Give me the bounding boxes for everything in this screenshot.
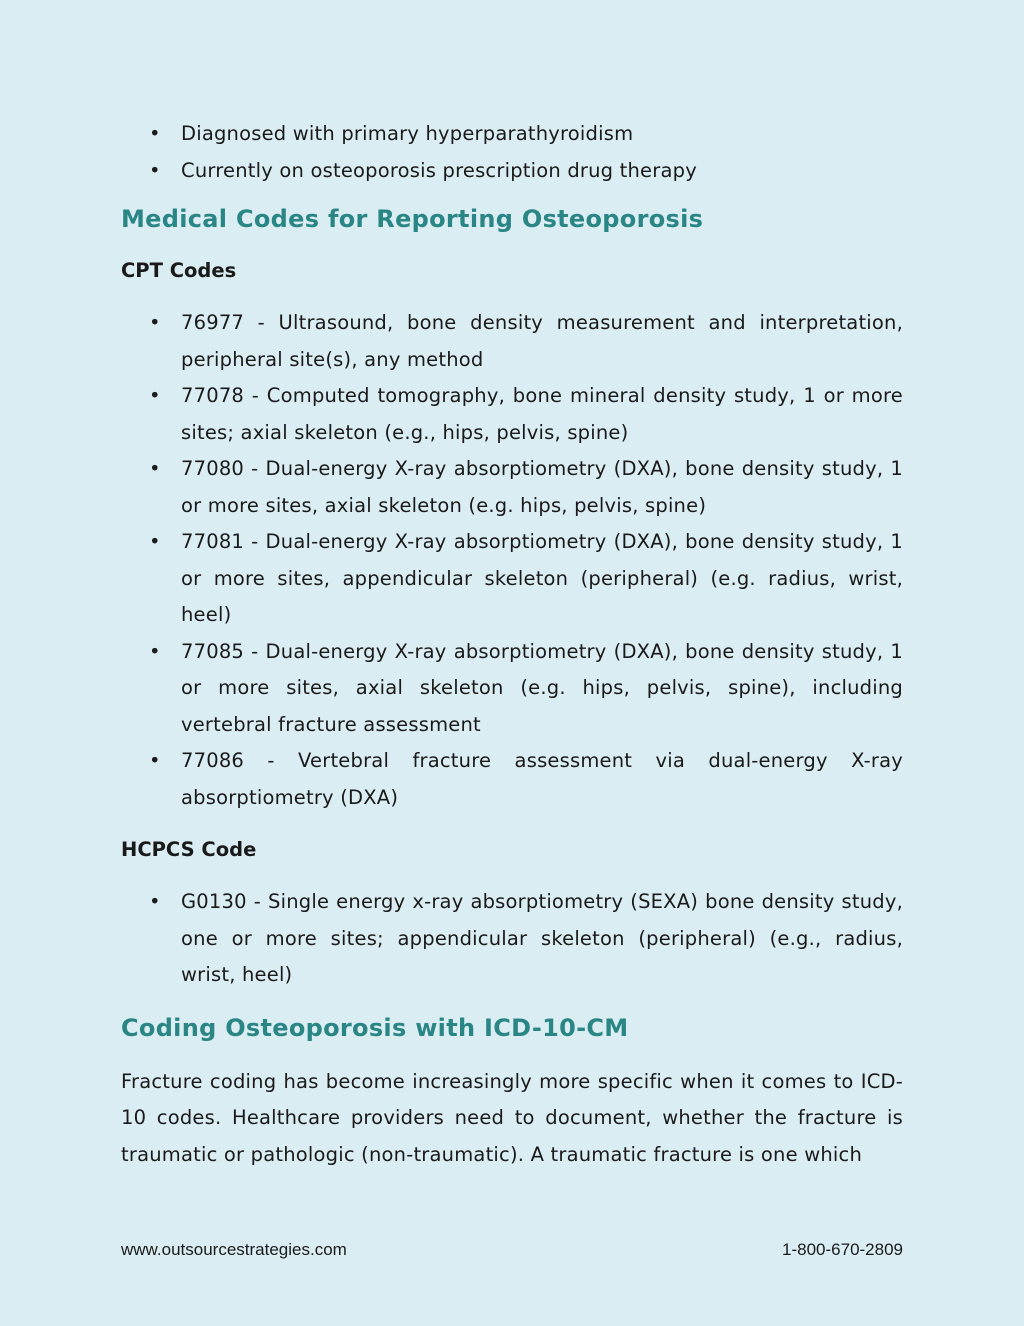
footer-website: www.outsourcestrategies.com <box>121 1240 347 1259</box>
section-heading-medical-codes: Medical Codes for Reporting Osteoporosis <box>121 205 704 233</box>
list-item: • Currently on osteoporosis prescription drug therapy <box>121 153 903 190</box>
body-paragraph: Fracture coding has become increasingly more specific when it comes to ICD-10 codes. Healthcare providers need to document, whether the fracture is traumatic or pathologic (non-traumatic). A traumatic fracture is one which <box>121 1069 903 1166</box>
section-heading-icd-10: Coding Osteoporosis with ICD-10-CM <box>121 1013 629 1042</box>
list-item: • G0130 - Single energy x-ray absorptiometry (SEXA) bone density study, one or more sites; appendicular skeleton (peripheral) (e.g., radius, wrist, heel) <box>121 884 903 994</box>
criteria-list <box>121 116 903 189</box>
list-item: • 77086 - Vertebral fracture assessment via dual-energy X-ray absorptiometry (DXA) <box>121 743 903 816</box>
hcpcs-code-heading: HCPCS Code <box>121 838 257 861</box>
list-item: • 77080 - Dual-energy X-ray absorptiometry (DXA), bone density study, 1 or more sites, axial skeleton (e.g. hips, pelvis, spine) <box>121 451 903 524</box>
cpt-codes-heading: CPT Codes <box>121 259 237 282</box>
list-item: • 77085 - Dual-energy X-ray absorptiometry (DXA), bone density study, 1 or more sites, axial skeleton (e.g. hips, pelvis, spine), including vertebral fracture assessment <box>121 634 903 744</box>
hcpcs-codes-list <box>121 884 903 994</box>
page-footer <box>121 1240 903 1260</box>
cpt-codes-list <box>121 305 903 816</box>
list-item: • 76977 - Ultrasound, bone density measurement and interpretation, peripheral site(s), any method <box>121 305 903 378</box>
list-item: • Diagnosed with primary hyperparathyroidism <box>121 116 903 153</box>
page-content <box>121 116 903 1173</box>
footer-phone: 1-800-670-2809 <box>782 1240 903 1259</box>
list-item: • 77078 - Computed tomography, bone mineral density study, 1 or more sites; axial skeleton (e.g., hips, pelvis, spine) <box>121 378 903 451</box>
list-item: • 77081 - Dual-energy X-ray absorptiometry (DXA), bone density study, 1 or more sites, appendicular skeleton (peripheral) (e.g. radius, wrist, heel) <box>121 524 903 634</box>
